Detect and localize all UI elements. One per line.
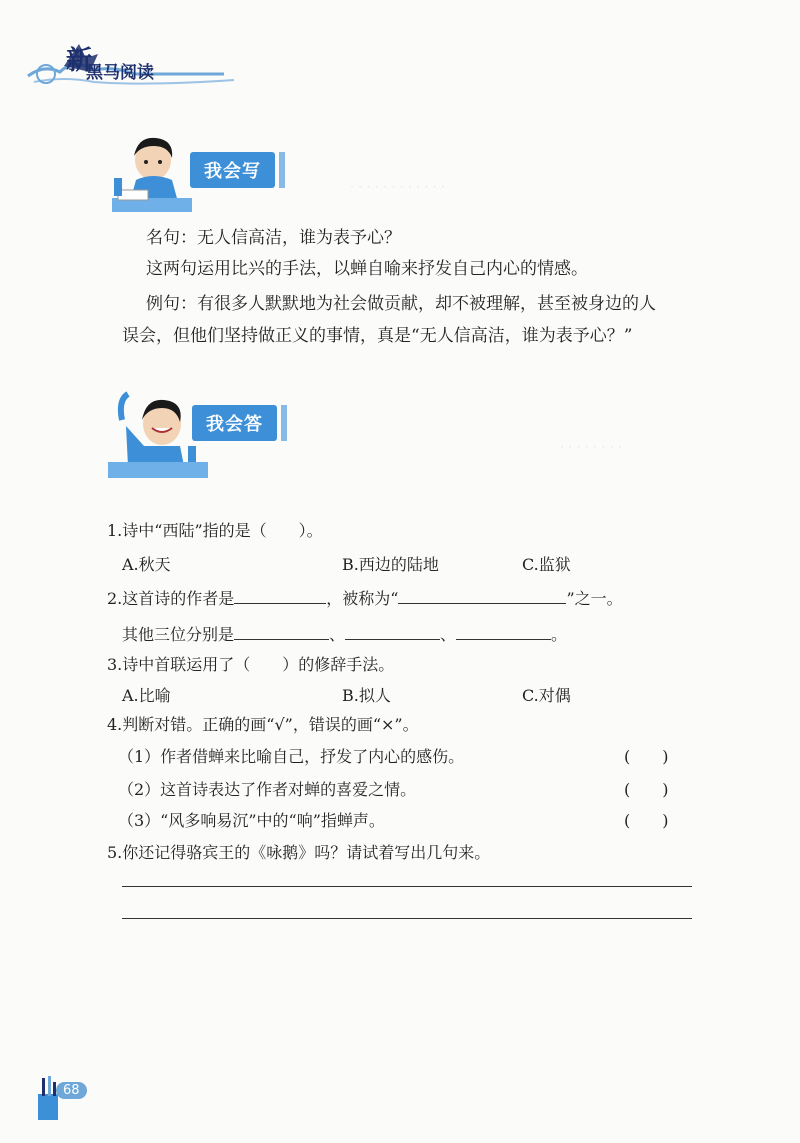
q4-item-2: （2）这首诗表达了作者对蝉的喜爱之情。 [118, 780, 417, 799]
q4-answer-paren-3[interactable]: ( ) [624, 811, 669, 830]
section-badge-write: 我会写 [190, 152, 275, 188]
brand-name: 黑马阅读 [86, 63, 154, 83]
q2-text-c: ”之一。 [566, 589, 623, 608]
question-5: 5.你还记得骆宾王的《咏鹅》吗？请试着写出几句来。 [107, 843, 491, 862]
q2-author-blank[interactable] [234, 589, 326, 604]
q1-option-b: B.西边的陆地 [342, 555, 439, 574]
page-number: 68 [56, 1082, 87, 1099]
writing-child-illustration [108, 132, 198, 217]
q2-text-a: 2.这首诗的作者是 [107, 589, 235, 608]
q2-text-d: 其他三位分别是 [122, 625, 235, 644]
explanation-line: 这两句运用比兴的手法，以蝉自喻来抒发自己内心的情感。 [146, 259, 588, 279]
question-3: 3.诗中首联运用了（ ）的修辞手法。 [107, 655, 395, 674]
answer-line-1[interactable] [122, 886, 692, 887]
question-4: 4.判断对错。正确的画“√”，错误的画“×”。 [107, 715, 419, 734]
q1-option-c: C.监狱 [522, 555, 571, 574]
q4-item-3: （3）“风多响易沉”中的“响”指蝉声。 [118, 811, 385, 830]
bleed-text: · · · · · · · · [560, 440, 622, 455]
section-badge-answer: 我会答 [192, 405, 277, 441]
question-1: 1.诗中“西陆”指的是（ ）。 [107, 521, 323, 540]
q2-other-blank-3[interactable] [456, 625, 551, 640]
q2-text-b: ，被称为“ [326, 589, 399, 608]
q1-option-a: A.秋天 [122, 555, 171, 574]
q3-option-c: C.对偶 [522, 686, 571, 705]
question-2-line-1 [107, 586, 623, 609]
answer-line-2[interactable] [122, 918, 692, 919]
q3-option-a: A.比喻 [122, 686, 171, 705]
q4-item-1: （1）作者借蝉来比喻自己，抒发了内心的感伤。 [118, 747, 465, 766]
q4-answer-paren-2[interactable]: ( ) [624, 780, 669, 799]
q4-answer-paren-1[interactable]: ( ) [624, 747, 669, 766]
brand-prefix: 新 [66, 46, 93, 76]
example-line-2: 误会，但他们坚持做正义的事情，真是“无人信高洁，谁为表予心？” [122, 326, 633, 346]
q2-title-blank[interactable] [398, 589, 566, 604]
example-line-1: 例句：有很多人默默地为社会做贡献，却不被理解，甚至被身边的人 [146, 294, 656, 314]
q2-end: 。 [551, 625, 568, 644]
q3-option-b: B.拟人 [342, 686, 391, 705]
famous-line: 名句：无人信高洁，谁为表予心？ [146, 228, 401, 248]
q2-other-blank-1[interactable] [234, 625, 329, 640]
question-2-line-2 [122, 622, 567, 645]
q2-other-blank-2[interactable] [345, 625, 440, 640]
q2-sep-2: 、 [440, 625, 457, 644]
q2-sep-1: 、 [329, 625, 346, 644]
bleed-text: · · · · · · · · · · · · [350, 180, 446, 195]
